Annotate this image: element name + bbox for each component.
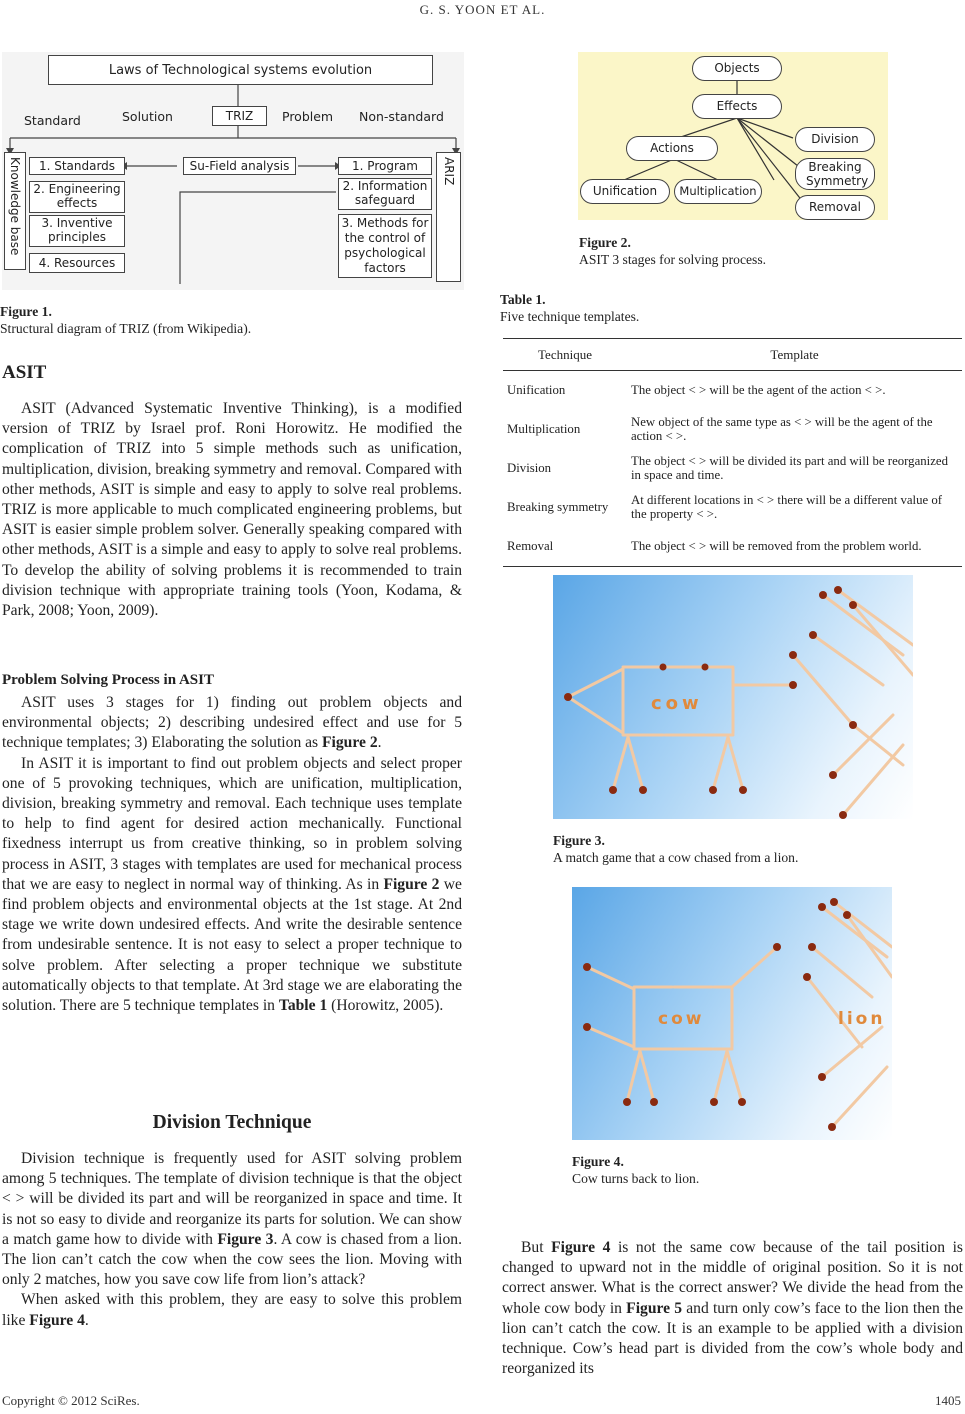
figure-4-caption-label: Figure 4.	[572, 1154, 624, 1169]
figure-4-reference: Figure 4	[29, 1311, 85, 1329]
triz-box: TRIZ	[212, 106, 267, 126]
technique-templates-table	[503, 338, 962, 567]
ariz-label: ARIZ	[442, 157, 456, 186]
table-row	[503, 527, 962, 567]
left-item-4: 4. Resources	[29, 253, 125, 273]
laws-box: Laws of Technological systems evolution	[48, 55, 433, 85]
right-paragraph: But Figure 4 is not the same cow because of the tail position is changed to upward not in the middle of original position. So it is not correct answer. What is the correct answer? We divide the head from the whole cow body in Figure 5 and turn only cow’s face to the lion then the lion can’t catch the cow. It is an example to be applied with a division technique. Cow’s head part is divided from the cow’s whole body and reorganized its	[502, 1239, 964, 1378]
left-item-3: 3. Inventive principles	[29, 215, 125, 247]
template-cell: The object < > will be removed from the problem world.	[627, 527, 962, 567]
node-effects: Effects	[692, 94, 782, 119]
figure-3	[553, 575, 913, 819]
label-problem: Problem	[282, 109, 334, 124]
right-column-paragraph	[502, 1238, 963, 1379]
table-1-caption	[500, 291, 960, 325]
node-unification: Unification	[580, 179, 670, 204]
copyright-footer: Copyright © 2012 SciRes.	[2, 1393, 140, 1408]
running-header: G. S. YOON ET AL.	[419, 2, 546, 17]
psp-paragraph-2: In ASIT it is important to find out problem objects and select proper one of 5 provoking techniques, which are unification, multiplication, division, breaking symmetry and removal. Each technique uses template to help to find agent for desired action mechanically. Functional fixedness interrupt us from creative thinking, so in problem solving process in ASIT, 3 stages with templates are used for mechanical process that we are easy to neglect in normal way of thinking. As in Figure 2 we find problem objects and environmental objects at the 1st stage. At 2nd stage we write down undesired effects. And write the desirable sentence from undesirable sentence. It is not easy to select a proper technique to solve problem. After selecting a proper technique we substitute automatically objects to that template. At 3rd stage we are elaborating the solution. There are 5 technique templates in Table 1 (Horowitz, 2005).	[2, 754, 462, 1015]
figure-3-caption-text: A match game that a cow chased from a lion.	[553, 850, 799, 865]
knowledge-base-box	[4, 152, 26, 270]
right-item-1: 1. Program	[338, 157, 432, 175]
right-item-3: 3. Methods for the control of psychological factors	[338, 214, 432, 278]
figure-1	[2, 52, 464, 290]
node-removal: Removal	[795, 195, 875, 220]
figure-4	[572, 887, 892, 1140]
header-technique: Technique	[503, 339, 627, 371]
problem-solving-paragraphs	[2, 693, 462, 1016]
figure-4-lion-label: lion	[838, 1009, 886, 1029]
figure-2	[578, 52, 888, 220]
left-item-1: 1. Standards	[29, 157, 125, 175]
technique-cell: Multiplication	[507, 422, 581, 436]
node-division: Division	[795, 127, 875, 152]
division-technique-heading: Division Technique	[152, 1112, 312, 1133]
figure-4-caption	[572, 1153, 952, 1187]
figure-3-cow-label: cow	[651, 693, 703, 714]
figure-1-caption-text: Structural diagram of TRIZ (from Wikipedia).	[0, 321, 252, 336]
left-item-2: 2. Engineering effects	[29, 181, 125, 213]
division-paragraph-2: When asked with this problem, they are easy to solve this problem like Figure 4.	[2, 1291, 462, 1329]
figure-3-caption	[553, 832, 953, 866]
node-objects: Objects	[692, 56, 782, 81]
division-paragraph-1: Division technique is frequently used for ASIT solving problem among 5 techniques. The template of division technique is that the object < > will be divided its part and will be reorganized in space and time. It is not so easy to divide and reorganize its parts for solution. We can show a match game how to divide with Figure 3. A cow is chased from a lion. The lion can’t catch the cow when the cow sees the lion. Moving with only 2 matches, how you save cow life from lion’s attack?	[2, 1150, 462, 1289]
figure-4-cow-label: cow	[658, 1009, 705, 1029]
technique-cell: Removal	[503, 527, 627, 567]
figure-3-reference: Figure 3	[217, 1230, 274, 1248]
figure-1-caption-label: Figure 1.	[0, 304, 52, 319]
label-solution: Solution	[122, 109, 173, 124]
template-cell: At different locations in < > there will be a different value of the property < >.	[631, 493, 943, 521]
figure-4-caption-text: Cow turns back to lion.	[572, 1171, 700, 1186]
technique-cell: Breaking symmetry	[507, 500, 609, 514]
figure-3-matches	[553, 575, 913, 819]
table-header-row	[503, 339, 962, 371]
table-row	[503, 488, 962, 527]
node-actions: Actions	[626, 136, 718, 161]
figure-4-reference-2: Figure 4	[551, 1239, 611, 1256]
figure-2-caption-label: Figure 2.	[579, 235, 631, 250]
division-technique-paragraphs	[2, 1149, 462, 1331]
asit-heading: ASIT	[2, 362, 47, 383]
right-item-2: 2. Information safeguard	[338, 178, 432, 210]
template-cell: New object of the same type as < > will be the agent of the action < >.	[631, 415, 933, 443]
template-cell: The object < > will be the agent of the action < >.	[631, 383, 886, 397]
technique-cell: Division	[507, 461, 552, 475]
table-row	[503, 371, 962, 411]
label-standard: Standard	[24, 113, 81, 128]
figure-1-caption	[0, 303, 462, 337]
su-field-box: Su-Field analysis	[183, 157, 296, 175]
table-1-caption-text: Five technique templates.	[500, 309, 640, 324]
figure-2-reference: Figure 2	[322, 734, 378, 752]
table-1-reference: Table 1	[278, 997, 328, 1015]
label-non-standard: Non-standard	[359, 109, 444, 124]
knowledge-base-label: Knowledge base	[8, 157, 22, 256]
psp-paragraph-1: ASIT uses 3 stages for 1) finding out problem objects and environmental objects; 2) describing undesired effect and use for 5 technique templates; 3) Elaborating the solution as Figure 2.	[2, 694, 462, 752]
ariz-box	[436, 152, 461, 282]
asit-paragraph-text: ASIT (Advanced Systematic Inventive Thinking), is a modified version of TRIZ by Israel prof. Roni Horowitz. He modified the complication of TRIZ into 5 simple methods such as unification, multiplication, division, breaking symmetry and removal. Compared with other methods, ASIT is simple and easy to apply to solve real problems. TRIZ is more applicable to much complicated engineering problems, but ASIT is easier simple problem solver. Generally speaking compared with other methods, ASIT is a simple and easy to apply to solve real problems. To develop the ability of solving problems it is recommended to train division technique with appropriate training tools (Yoon, Kodama, & Park, 2008; Yoon, 2009).	[2, 400, 462, 620]
figure-2-reference-2: Figure 2	[383, 875, 440, 893]
page-number: 1405	[935, 1393, 961, 1408]
header-template: Template	[627, 339, 962, 371]
technique-cell: Unification	[507, 383, 566, 397]
figure-3-caption-label: Figure 3.	[553, 833, 605, 848]
figure-2-caption	[579, 234, 959, 268]
table-1-caption-label: Table 1.	[500, 292, 546, 307]
asit-paragraph	[2, 399, 462, 621]
node-multiplication: Multiplication	[674, 179, 762, 204]
table-row	[503, 410, 962, 449]
problem-solving-heading: Problem Solving Process in ASIT	[2, 672, 214, 688]
table-row	[503, 449, 962, 488]
figure-5-reference: Figure 5	[626, 1299, 683, 1317]
figure-2-caption-text: ASIT 3 stages for solving process.	[579, 252, 767, 267]
node-breaking-symmetry: Breaking Symmetry	[795, 158, 875, 190]
template-cell: The object < > will be divided its part and will be reorganized in space and time.	[631, 454, 948, 482]
